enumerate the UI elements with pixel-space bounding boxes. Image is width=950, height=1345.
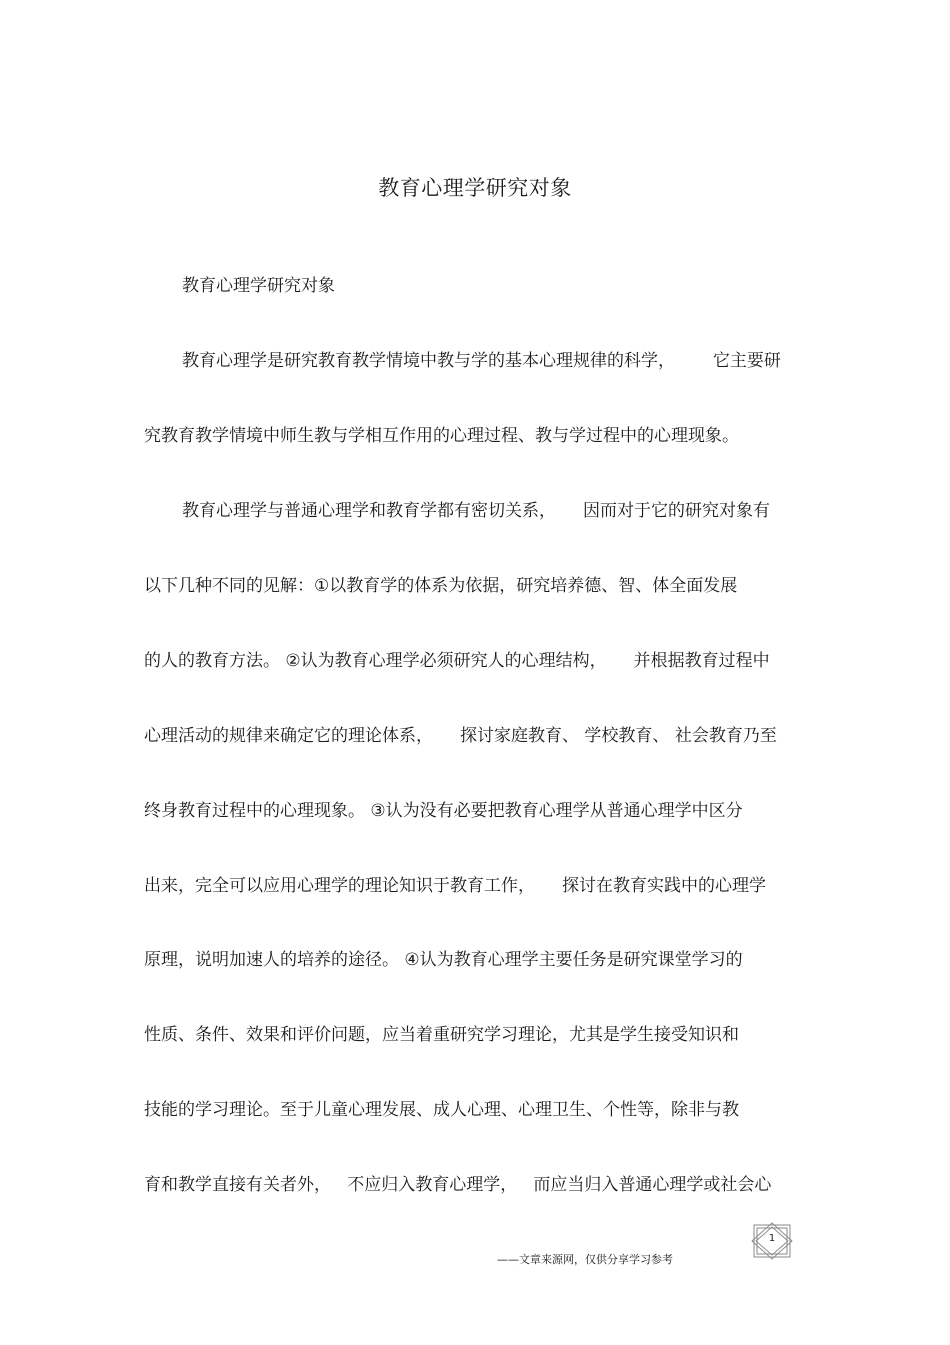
footer-note: ——文章来源网，仅供分享学习参考	[497, 1253, 673, 1266]
paragraph-line: 技能的学习理论。至于儿童心理发展、成人心理、心理卫生、个性等，除非与教	[144, 1100, 739, 1120]
paragraph-line: 的人的教育方法。 ②认为教育心理学必须研究人的心理结构， 并根据教育过程中	[144, 651, 770, 671]
paragraph-line: 以下几种不同的见解：①以教育学的体系为依据，研究培养德、智、体全面发展	[144, 576, 738, 596]
paragraph-line: 性质、条件、效果和评价问题，应当着重研究学习理论，尤其是学生接受知识和	[144, 1025, 739, 1045]
paragraph-line: 育和教学直接有关者外， 不应归入教育心理学， 而应当归入普通心理学或社会心	[144, 1175, 772, 1195]
paragraph-line: 教育心理学与普通心理学和教育学都有密切关系， 因而对于它的研究对象有	[182, 501, 771, 521]
paragraph-line: 终身教育过程中的心理现象。 ③认为没有必要把教育心理学从普通心理学中区分	[144, 801, 743, 821]
paragraph-line: 原理，说明加速人的培养的途径。 ④认为教育心理学主要任务是研究课堂学习的	[144, 950, 743, 970]
paragraph-line: 教育心理学是研究教育教学情境中教与学的基本心理规律的科学， 它主要研	[182, 351, 781, 371]
paragraph-line: 心理活动的规律来确定它的理论体系， 探讨家庭教育、 学校教育、 社会教育乃至	[144, 726, 777, 746]
paragraph-line: 究教育教学情境中师生教与学相互作用的心理过程、教与学过程中的心理现象。	[144, 426, 739, 446]
paragraph-line: 教育心理学研究对象	[182, 276, 335, 296]
page-title: 教育心理学研究对象	[378, 176, 572, 200]
page-number: 1	[768, 1233, 776, 1244]
paragraph-line: 出来，完全可以应用心理学的理论知识于教育工作， 探讨在教育实践中的心理学	[144, 876, 767, 896]
